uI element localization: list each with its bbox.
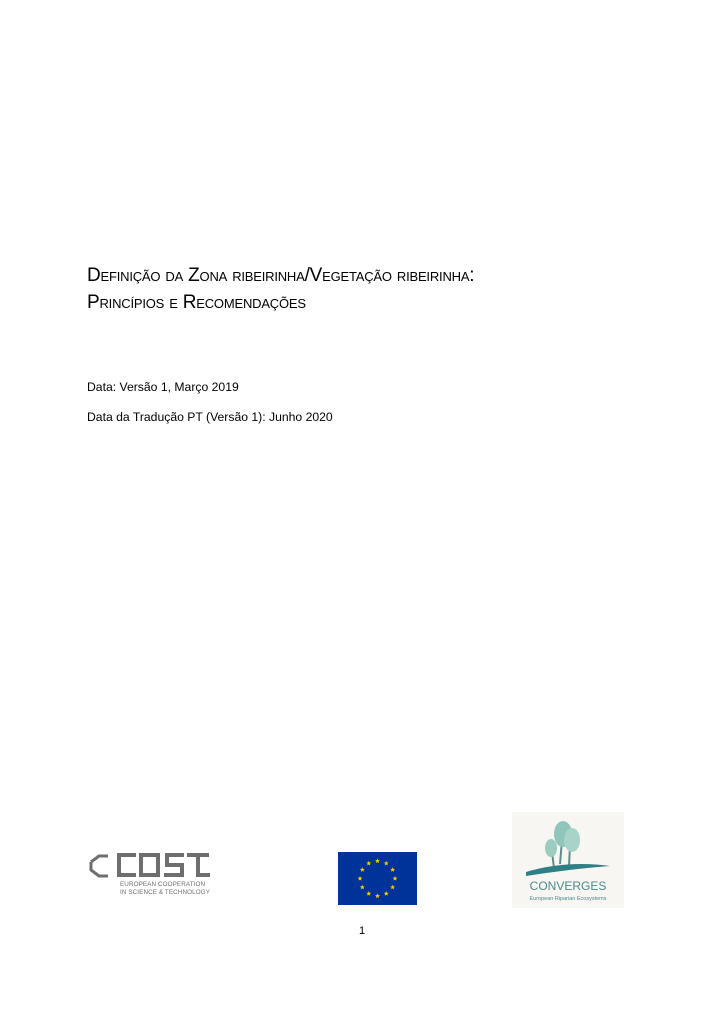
cost-wordmark bbox=[119, 855, 208, 875]
cost-subtitle-line-1: EUROPEAN COOPERATION bbox=[120, 881, 206, 888]
cost-hexagon-icon bbox=[91, 856, 108, 876]
cost-subtitle-line-2: IN SCIENCE & TECHNOLOGY bbox=[120, 889, 211, 896]
page-number: 1 bbox=[358, 925, 366, 937]
translation-date: Data da Tradução PT (Versão 1): Junho 2020 bbox=[87, 410, 333, 424]
cost-logo bbox=[88, 850, 213, 898]
converges-tagline: European Riparian Ecosystems bbox=[529, 896, 607, 902]
converges-name: CONVERGES bbox=[529, 879, 607, 893]
version-date: Data: Versão 1, Março 2019 bbox=[87, 380, 239, 394]
converges-logo bbox=[512, 812, 624, 908]
eu-flag-icon bbox=[338, 852, 417, 905]
title-line-1: Definição da Zona ribeirinha/Vegetação ribeirinha: bbox=[87, 265, 475, 286]
title-line-2: Princípios e Recomendações bbox=[87, 292, 306, 313]
document-title bbox=[87, 262, 647, 316]
